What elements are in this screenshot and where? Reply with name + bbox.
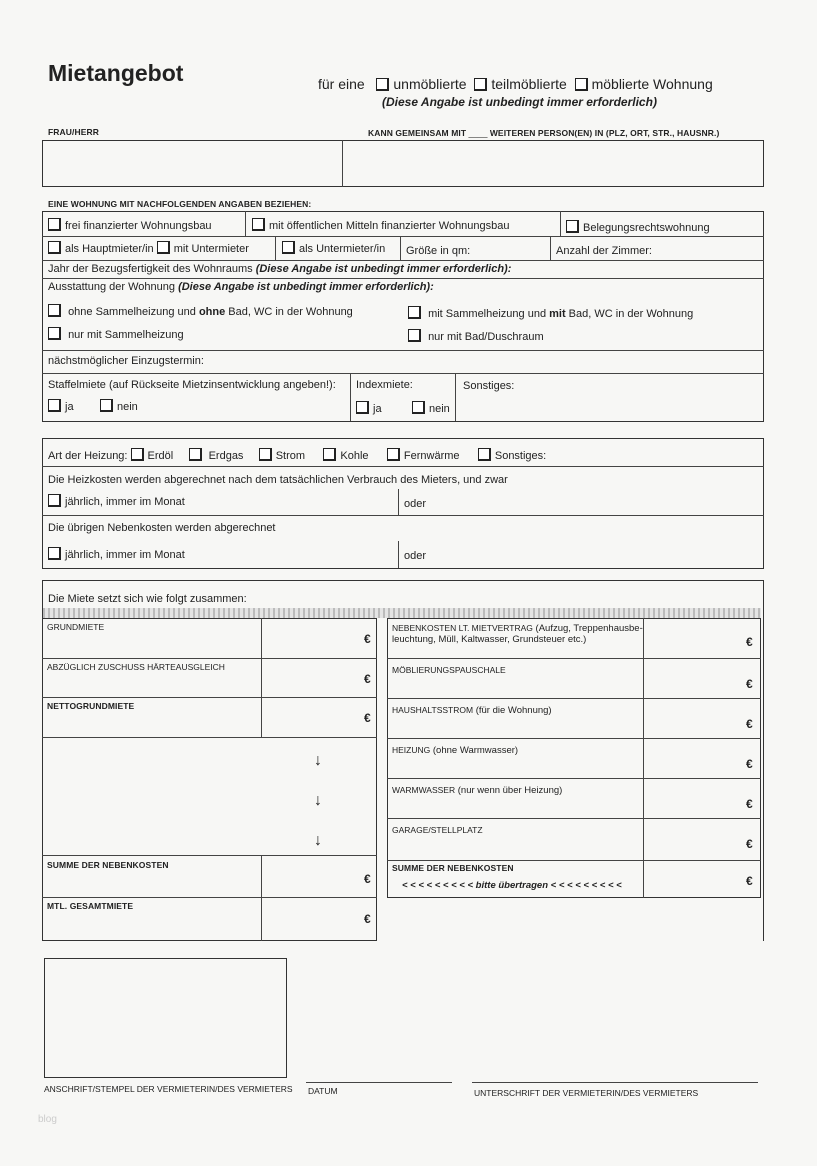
- oeffentlich-option[interactable]: mit öffentlichen Mitteln finanzierter Wohnungsbau: [252, 218, 510, 232]
- belegungsrecht-option[interactable]: Belegungsrechtswohnung: [566, 220, 710, 234]
- checkbox[interactable]: [282, 241, 295, 254]
- stamp-box[interactable]: [44, 958, 287, 1078]
- right-summe-amount[interactable]: €: [746, 874, 753, 888]
- left-summe-amount[interactable]: €: [364, 872, 371, 886]
- index-ja-option[interactable]: ja: [356, 401, 382, 415]
- hauptmieter-option[interactable]: als Hauptmieter/in mit Untermieter: [48, 241, 249, 255]
- index-nein-option[interactable]: nein: [412, 401, 450, 415]
- ausstattung-label: Ausstattung der Wohnung (Diese Angabe ist unbedingt immer erforderlich):: [48, 281, 434, 293]
- erdgas-checkbox[interactable]: [189, 448, 202, 461]
- nebenkosten-item-amount[interactable]: €: [746, 717, 753, 731]
- nettogrundmiete-label: NETTOGRUNDMIETE: [47, 701, 135, 711]
- section1-heading: EINE WOHNUNG MIT NACHFOLGENDEN ANGABEN BEZIEHEN:: [48, 199, 312, 209]
- nebenkosten-item-label: NEBENKOSTEN LT. MIETVERTRAG (Aufzug, Treppenhausbe- leuchtung, Müll, Kaltwasser, Grundsteuer etc.): [392, 623, 643, 645]
- strom-checkbox[interactable]: [259, 448, 272, 461]
- heizkosten-label: Die Heizkosten werden abgerechnet nach dem tatsächlichen Verbrauch des Mieters, und zwar: [48, 474, 508, 486]
- kohle-checkbox[interactable]: [323, 448, 336, 461]
- staffel-ja-option[interactable]: ja: [48, 399, 74, 413]
- zuschuss-amount[interactable]: €: [364, 672, 371, 686]
- indexmiete-label: Indexmiete:: [356, 379, 413, 391]
- nebenkosten-item-amount[interactable]: €: [746, 837, 753, 851]
- right-nebenkosten-table: [387, 618, 761, 898]
- ohne-sammelheizung-option[interactable]: ohne Sammelheizung und ohne Bad, WC in der Wohnung: [48, 304, 353, 318]
- teilmoebliert-checkbox[interactable]: [474, 78, 487, 91]
- heizkosten-oder-field[interactable]: oder: [404, 498, 427, 510]
- grundmiete-label: GRUNDMIETE: [47, 622, 105, 632]
- erdoel-checkbox[interactable]: [131, 448, 144, 461]
- teilmoebliert-label: teilmöblierte: [491, 76, 567, 92]
- nebenkosten-item-amount[interactable]: €: [746, 757, 753, 771]
- furnishing-options: [318, 76, 713, 92]
- nebenkosten-item-label: GARAGE/STELLPLATZ: [392, 825, 483, 835]
- form-title: Mietangebot: [48, 60, 184, 86]
- nebenkosten-item-label: WARMWASSER (nur wenn über Heizung): [392, 785, 563, 796]
- right-summe-label: SUMME DER NEBENKOSTEN: [392, 863, 514, 873]
- persons-label: KANN GEMEINSAM MIT ____ WEITEREN PERSON(EN) IN (PLZ, ORT, STR., HAUSNR.): [368, 128, 720, 138]
- nebenkosten-item-label: HAUSHALTSSTROM (für die Wohnung): [392, 705, 552, 716]
- jahr-field[interactable]: Jahr der Bezugsfertigkeit des Wohnraums (Diese Angabe ist unbedingt immer erforderlich):: [48, 263, 512, 275]
- nebenkosten-item-amount[interactable]: €: [746, 797, 753, 811]
- checkbox[interactable]: [566, 220, 579, 233]
- nebenkosten-jaehrlich-option[interactable]: jährlich, immer im Monat: [48, 547, 185, 561]
- als-untermieter-option[interactable]: als Untermieter/in: [282, 241, 385, 255]
- nur-sammelheizung-option[interactable]: nur mit Sammelheizung: [48, 327, 184, 341]
- arrow-down-icon: ↓: [314, 792, 322, 809]
- fernwaerme-checkbox[interactable]: [387, 448, 400, 461]
- moebliert-checkbox[interactable]: [575, 78, 588, 91]
- checkbox[interactable]: [252, 218, 265, 231]
- rent-heading: Die Miete setzt sich wie folgt zusammen:: [48, 593, 247, 605]
- frau-herr-label: FRAU/HERR: [48, 127, 99, 137]
- staffel-nein-option[interactable]: nein: [100, 399, 138, 413]
- mit-sammelheizung-option[interactable]: mit Sammelheizung und mit Bad, WC in der Wohnung: [408, 306, 693, 320]
- nebenkosten-label: Die übrigen Nebenkosten werden abgerechnet: [48, 522, 276, 534]
- checkbox[interactable]: [48, 218, 61, 231]
- nebenkosten-oder-field[interactable]: oder: [404, 550, 427, 562]
- arrow-down-icon: ↓: [314, 832, 322, 849]
- untermieter-checkbox[interactable]: [157, 241, 170, 254]
- unmoebliert-label: unmöblierte: [393, 76, 467, 92]
- checkbox[interactable]: [48, 327, 61, 340]
- groesse-field[interactable]: Größe in qm:: [406, 245, 471, 257]
- einzugstermin-field[interactable]: nächstmöglicher Einzugstermin:: [48, 355, 204, 367]
- staffelmiete-label: Staffelmiete (auf Rückseite Mietzinsentwicklung angeben!):: [48, 379, 336, 391]
- arrow-down-icon: ↓: [314, 752, 322, 769]
- moebliert-label: möblierte Wohnung: [591, 76, 713, 92]
- signature-label: UNTERSCHRIFT DER VERMIETERIN/DES VERMIETERS: [474, 1088, 699, 1098]
- sonstiges-checkbox[interactable]: [478, 448, 491, 461]
- gesamtmiete-label: MTL. GESAMTMIETE: [47, 901, 134, 911]
- heating-type-row: Art der Heizung: Erdöl Erdgas Strom Kohle Fernwärme Sonstiges:: [48, 450, 547, 462]
- heizkosten-jaehrlich-option[interactable]: jährlich, immer im Monat: [48, 494, 185, 508]
- nur-bad-option[interactable]: nur mit Bad/Duschraum: [408, 329, 544, 343]
- fuer-eine-label: für eine: [318, 76, 365, 92]
- hatched-divider: [43, 608, 761, 618]
- transfer-note: < < < < < < < < < bitte übertragen < < < < < < < < <: [402, 880, 622, 891]
- nebenkosten-item-label: HEIZUNG (ohne Warmwasser): [392, 745, 519, 756]
- nebenkosten-item-amount[interactable]: €: [746, 635, 753, 649]
- checkbox[interactable]: [408, 329, 421, 342]
- zuschuss-label: ABZÜGLICH ZUSCHUSS HÄRTEAUSGLEICH: [47, 662, 225, 672]
- frei-finanziert-option[interactable]: frei finanzierter Wohnungsbau: [48, 218, 212, 232]
- name-field[interactable]: [43, 141, 341, 185]
- netto-amount[interactable]: €: [364, 711, 371, 725]
- zimmer-field[interactable]: Anzahl der Zimmer:: [556, 245, 652, 257]
- watermark: blog: [38, 1114, 57, 1125]
- required-note: (Diese Angabe ist unbedingt immer erforderlich): [382, 95, 657, 109]
- nebenkosten-item-amount[interactable]: €: [746, 677, 753, 691]
- checkbox[interactable]: [48, 304, 61, 317]
- stamp-label: ANSCHRIFT/STEMPEL DER VERMIETERIN/DES VERMIETERS: [44, 1084, 293, 1094]
- persons-address-field[interactable]: [343, 141, 763, 185]
- sonstiges-field[interactable]: Sonstiges:: [463, 380, 515, 392]
- checkbox[interactable]: [48, 241, 61, 254]
- grundmiete-amount[interactable]: €: [364, 632, 371, 646]
- gesamtmiete-amount[interactable]: €: [364, 912, 371, 926]
- left-summe-label: SUMME DER NEBENKOSTEN: [47, 860, 169, 870]
- datum-label: DATUM: [308, 1086, 338, 1096]
- unmoebliert-checkbox[interactable]: [376, 78, 389, 91]
- checkbox[interactable]: [408, 306, 421, 319]
- nebenkosten-item-label: MÖBLIERUNGSPAUSCHALE: [392, 665, 506, 675]
